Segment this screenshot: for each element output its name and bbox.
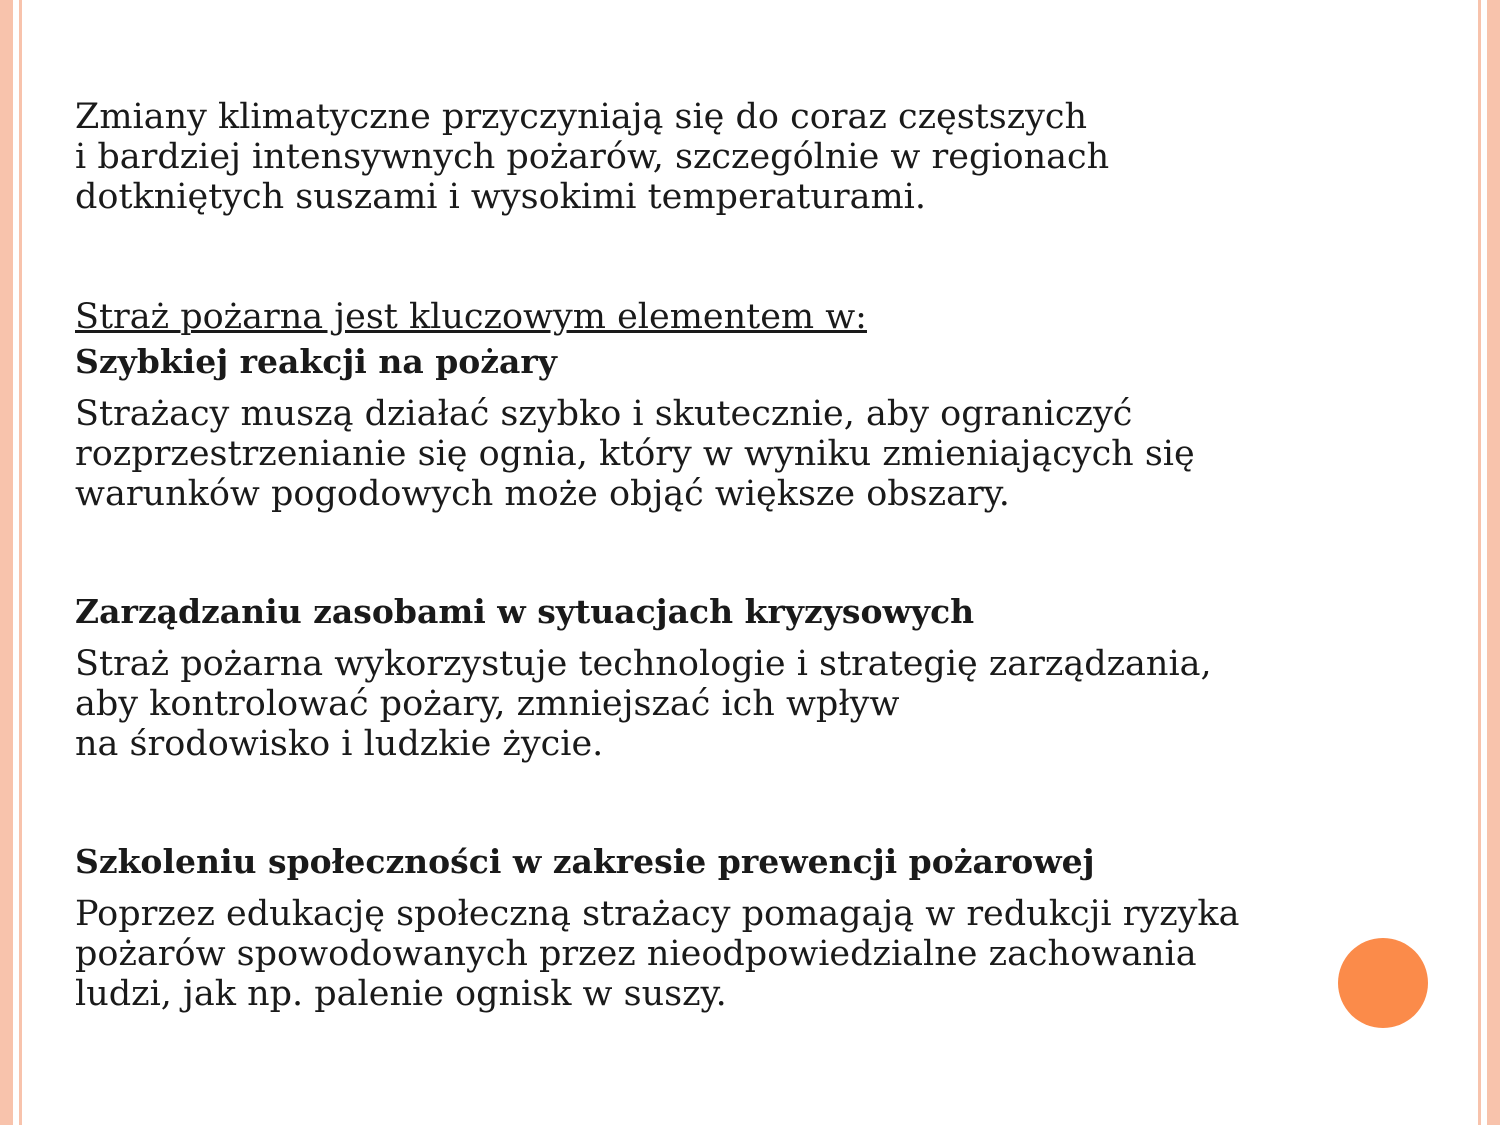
right-decorative-border: [1487, 0, 1500, 1125]
right-decorative-line: [1478, 0, 1481, 1125]
intro-paragraph: Zmiany klimatyczne przyczyniają się do coraz częstszych i bardziej intensywnych pożarów, szczególnie w regionach dotkniętych suszami i wysokimi temperaturami.: [75, 97, 1110, 217]
section-text-quick-response: Strażacy muszą działać szybko i skutecznie, aby ograniczyć rozprzestrzenianie się ognia, który w wyniku zmieniających się warunków pogodowych może objąć większe obszary.: [75, 394, 1195, 514]
slide-content: [75, 97, 1340, 1014]
section-text-community-training: Poprzez edukację społeczną strażacy pomagają w redukcji ryzyka pożarów spowodowanych przez nieodpowiedzialne zachowania ludzi, jak np. palenie ognisk w suszy.: [75, 894, 1240, 1014]
lead-line: Straż pożarna jest kluczowym elementem w:: [75, 297, 867, 337]
accent-circle: [1338, 938, 1428, 1028]
section-text-resource-management: Straż pożarna wykorzystuje technologie i strategię zarządzania, aby kontrolować pożary, zmniejszać ich wpływ na środowisko i ludzkie życie.: [75, 644, 1212, 764]
section-heading-community-training: Szkoleniu społeczności w zakresie prewencji pożarowej: [75, 842, 1095, 881]
section-heading-resource-management: Zarządzaniu zasobami w sytuacjach kryzysowych: [75, 592, 975, 631]
left-decorative-line: [19, 0, 22, 1125]
section-heading-quick-response: Szybkiej reakcji na pożary: [75, 342, 557, 381]
left-decorative-border: [0, 0, 13, 1125]
